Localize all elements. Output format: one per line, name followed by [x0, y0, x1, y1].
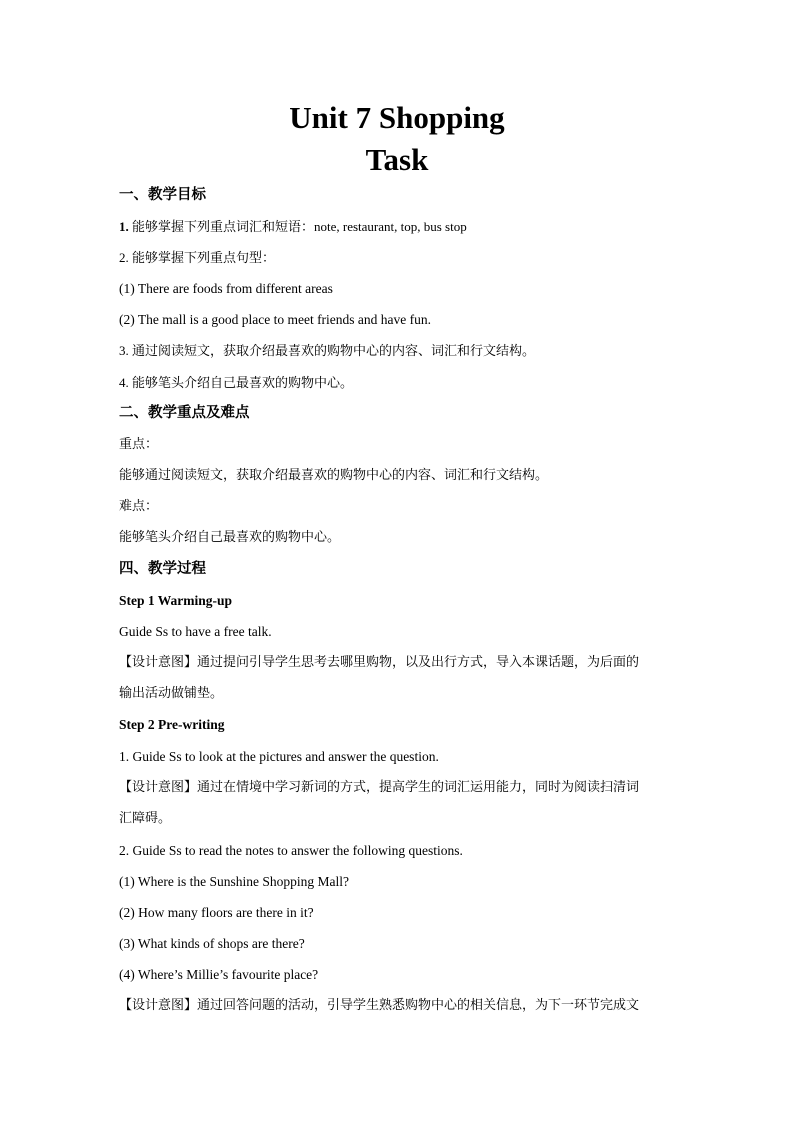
- key-point-text: 能够通过阅读短文，获取介绍最喜欢的购物中心的内容、词汇和行文结构。: [119, 468, 549, 483]
- difficult-point-label: 难点：: [119, 499, 159, 514]
- objective-item-1: [119, 218, 679, 236]
- question-4: (4) Where’s Millie’s favourite place?: [119, 967, 319, 982]
- question-2: (2) How many floors are there in it?: [119, 905, 314, 920]
- step-1-intent-line-1: 【设计意图】通过提问引导学生思考去哪里购物，以及出行方式，导入本课话题，为后面的: [119, 655, 640, 670]
- document-title: Unit 7 Shopping: [289, 100, 505, 135]
- objective-item-4: 4. 能够笔头介绍自己最喜欢的购物中心。: [119, 375, 354, 390]
- question-3: (3) What kinds of shops are there?: [119, 936, 305, 951]
- objective-item-3: 3. 通过阅读短文，获取介绍最喜欢的购物中心的内容、词汇和行文结构。: [119, 343, 536, 358]
- step-2-intent-1-line-1: 【设计意图】通过在情境中学习新词的方式，提高学生的词汇运用能力，同时为阅读扫清词: [119, 780, 640, 795]
- step-1-text: Guide Ss to have a free talk.: [119, 624, 272, 639]
- difficult-point-text: 能够笔头介绍自己最喜欢的购物中心。: [119, 530, 341, 545]
- section-heading-objectives: 一、教学目标: [119, 187, 206, 203]
- step-2-item-1: 1. Guide Ss to look at the pictures and answer the question.: [119, 749, 439, 764]
- step-1-intent-line-2: 输出活动做铺垫。: [119, 686, 224, 701]
- objective-item-2: 2. 能够掌握下列重点句型：: [119, 250, 276, 265]
- section-heading-key-points: 二、教学重点及难点: [119, 405, 250, 421]
- objective-item-2b: (2) The mall is a good place to meet friends and have fun.: [119, 312, 432, 327]
- step-2-intent-2-line-1: 【设计意图】通过回答问题的活动，引导学生熟悉购物中心的相关信息，为下一环节完成文: [119, 998, 640, 1013]
- step-2-intent-1-line-2: 汇障碍。: [119, 811, 172, 826]
- question-1: (1) Where is the Sunshine Shopping Mall?: [119, 874, 349, 889]
- objective-item-1-text: 能够掌握下列重点词汇和短语：note, restaurant, top, bus stop: [128, 219, 467, 234]
- objective-item-2a: (1) There are foods from different areas: [119, 281, 333, 296]
- step-2-item-2: 2. Guide Ss to read the notes to answer the following questions.: [119, 843, 463, 858]
- section-heading-process: 四、教学过程: [119, 561, 206, 577]
- objective-item-1-number: 1.: [119, 219, 129, 234]
- step-2-title: Step 2 Pre-writing: [119, 717, 225, 732]
- step-1-title: Step 1 Warming-up: [119, 593, 233, 608]
- document-subtitle: Task: [365, 142, 429, 177]
- key-point-label: 重点：: [119, 437, 159, 452]
